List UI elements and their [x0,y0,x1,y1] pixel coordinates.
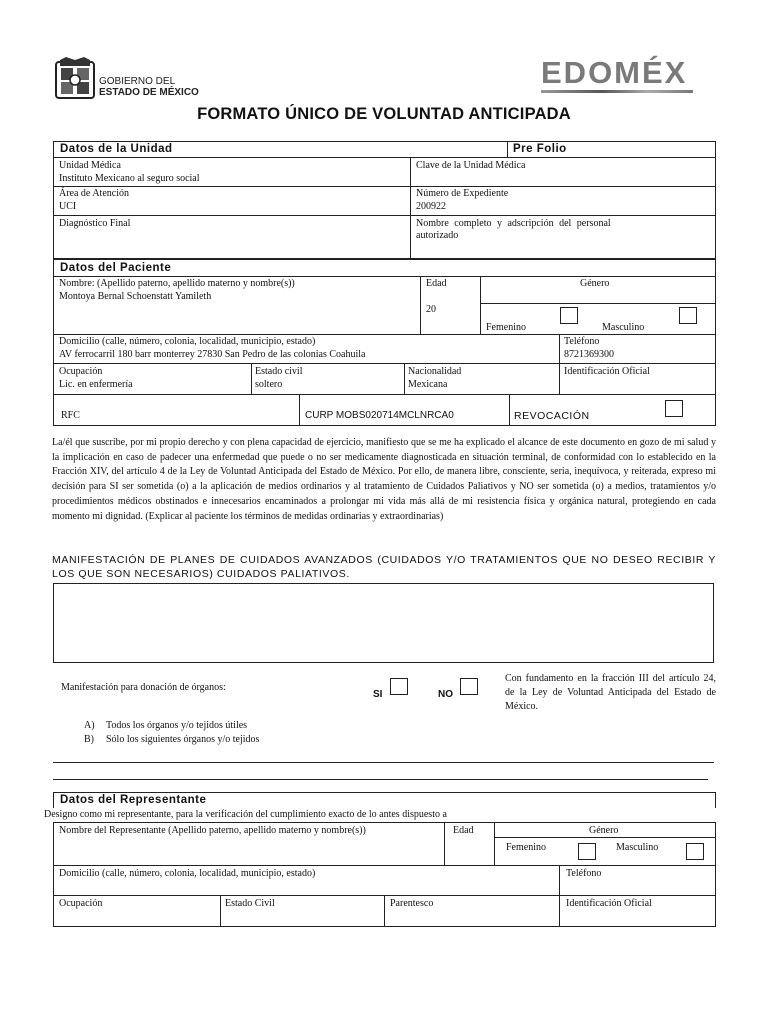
rfc-label: RFC [61,410,80,421]
designo-text: Designo como mi representante, para la verificación del cumplimiento exacto de lo antes dispuesto a [44,809,447,820]
femenino-checkbox[interactable] [560,307,578,324]
representante-identificacion-label: Identificación Oficial [566,898,652,909]
representante-masculino-label: Masculino [616,842,659,853]
donacion-no-label: NO [438,689,453,700]
domicilio-value[interactable]: AV ferrocarril 180 barr monterrey 27830 San Pedro de las colonias Coahuila [59,349,366,360]
masculino-label: Masculino [602,322,645,333]
estado-civil-value[interactable]: soltero [255,379,283,390]
expediente-label: Número de Expediente [416,188,509,199]
unidad-table [53,141,716,260]
femenino-label: Femenino [486,322,526,333]
donacion-fundamento: Con fundamento en la fracción III del artículo 24, de la Ley de Voluntad Anticipada del Estado de México. [505,673,716,712]
expediente-value[interactable]: 200922 [416,201,446,212]
telefono-value[interactable]: 8721369300 [564,349,614,360]
representante-nombre-label: Nombre del Representante (Apellido paterno, apellido materno y nombre(s)) [59,825,366,836]
personal-label-line1: Nombre completo y adscripción del personal [416,218,611,229]
nacionalidad-value[interactable]: Mexicana [408,379,448,390]
gov-name-line1: GOBIERNO DEL [99,76,176,87]
planes-textarea[interactable] [53,583,714,663]
unidad-medica-label: Unidad Médica [59,160,121,171]
revocacion-label: REVOCACIÓN [514,410,590,422]
edad-label: Edad [426,278,447,289]
personal-label [416,218,706,242]
option-a-marker: A) [84,720,95,731]
donacion-si-label: SI [373,689,383,700]
diagnostico-label: Diagnóstico Final [59,218,131,229]
representante-femenino-checkbox[interactable] [578,843,596,860]
representante-header [53,792,716,808]
nacionalidad-label: Nacionalidad [408,366,462,377]
genero-label: Género [580,278,610,289]
paciente-nombre-value[interactable]: Montoya Bernal Schoenstatt Yamileth [59,291,212,302]
edad-value[interactable]: 20 [426,304,436,315]
representante-ocupacion-label: Ocupación [59,898,103,909]
donacion-no-checkbox[interactable] [460,678,478,695]
paciente-table [53,258,716,426]
donacion-label: Manifestación para donación de órganos: [61,682,226,693]
gov-name-line2: ESTADO DE MÉXICO [99,87,199,98]
representante-parentesco-label: Parentesco [390,898,434,909]
telefono-label: Teléfono [564,336,600,347]
option-b-text: Sólo los siguientes órganos y/o tejidos [106,734,260,745]
domicilio-label: Domicilio (calle, número, colonia, localidad, municipio, estado) [59,336,316,347]
option-a [84,720,247,732]
representante-femenino-label: Femenino [506,842,546,853]
unidad-section-title: Datos de la Unidad [60,143,173,155]
revocacion-checkbox[interactable] [665,400,683,417]
representante-genero-label: Género [589,825,619,836]
unidad-medica-value[interactable]: Instituto Mexicano al seguro social [59,173,200,184]
ocupacion-value[interactable]: Lic. en enfermería [59,379,133,390]
representante-estado-civil-label: Estado Civil [225,898,275,909]
paciente-section-title: Datos del Paciente [60,262,172,274]
donacion-si-checkbox[interactable] [390,678,408,695]
representante-section-title: Datos del Representante [60,794,207,806]
curp-field[interactable]: CURP MOBS020714MCLNRCA0 [305,410,454,421]
edomex-logo [541,57,701,93]
gov-name [99,76,199,98]
paciente-nombre-label: Nombre: (Apellido paterno, apellido materno y nombre(s)) [59,278,295,289]
representante-edad-label: Edad [453,825,474,836]
gov-logo [54,56,96,100]
estado-civil-label: Estado civil [255,366,303,377]
option-b [84,734,259,746]
representante-table [53,822,716,927]
coat-of-arms-icon [54,56,96,100]
ocupacion-label: Ocupación [59,366,103,377]
edomex-logo-stripe [541,90,693,93]
planes-heading: MANIFESTACIÓN DE PLANES DE CUIDADOS AVANZADOS (CUIDADOS Y/O TRATAMIENTOS QUE NO DESEO RECIBIR Y LOS QUE SON NECESARIOS) CUIDADOS PALIATIVOS. [52,554,716,580]
organos-line-2[interactable] [53,779,708,780]
area-atencion-label: Área de Atención [59,188,129,199]
personal-label-line2: autorizado [416,230,459,241]
option-b-marker: B) [84,734,94,745]
area-atencion-value[interactable]: UCI [59,201,77,212]
organos-line-1[interactable] [53,762,714,763]
representante-domicilio-label: Domicilio (calle, número, colonia, localidad, municipio, estado) [59,868,316,879]
representante-telefono-label: Teléfono [566,868,602,879]
masculino-checkbox[interactable] [679,307,697,324]
identificacion-label: Identificación Oficial [564,366,650,377]
document-title: FORMATO ÚNICO DE VOLUNTAD ANTICIPADA [197,105,571,123]
declaracion-text: La/él que suscribe, por mi propio derecho y con plena capacidad de ejercicio, manifiesto que se me ha explicado el alcance de este documento en gozo de mi salud y la implicación en caso de padecer una enfermedad que puede o no ser medicamente diagnosticada en situación terminal, de conformidad con lo establecido en la Fracción XIV, del artículo 4 de la Ley de Voluntad Anticipada del Estado de México. Por ello, de manera libre, consciente, seria, inequívoca, y reiterada, expreso mi decisión para SI ser sometida (o) a la aplicación de medios ordinarios y al tratamiento de Cuidados Paliativos y NO ser sometida (o) a medios, tratamientos y/o procedimientos médicos obstinados e innecesarios encaminados a prolongar mi vida más allá de mi resistencia física y orgánica natural, protegiendo en cada momento mi dignidad. (Explicar al paciente los términos de medidas ordinarias y extraordinarias) [52,437,716,522]
edomex-logo-text: EDOMÉX [541,55,688,90]
prefolio-label: Pre Folio [513,143,567,155]
clave-unidad-label: Clave de la Unidad Médica [416,160,526,171]
option-a-text: Todos los órganos y/o tejidos útiles [106,720,248,731]
representante-masculino-checkbox[interactable] [686,843,704,860]
